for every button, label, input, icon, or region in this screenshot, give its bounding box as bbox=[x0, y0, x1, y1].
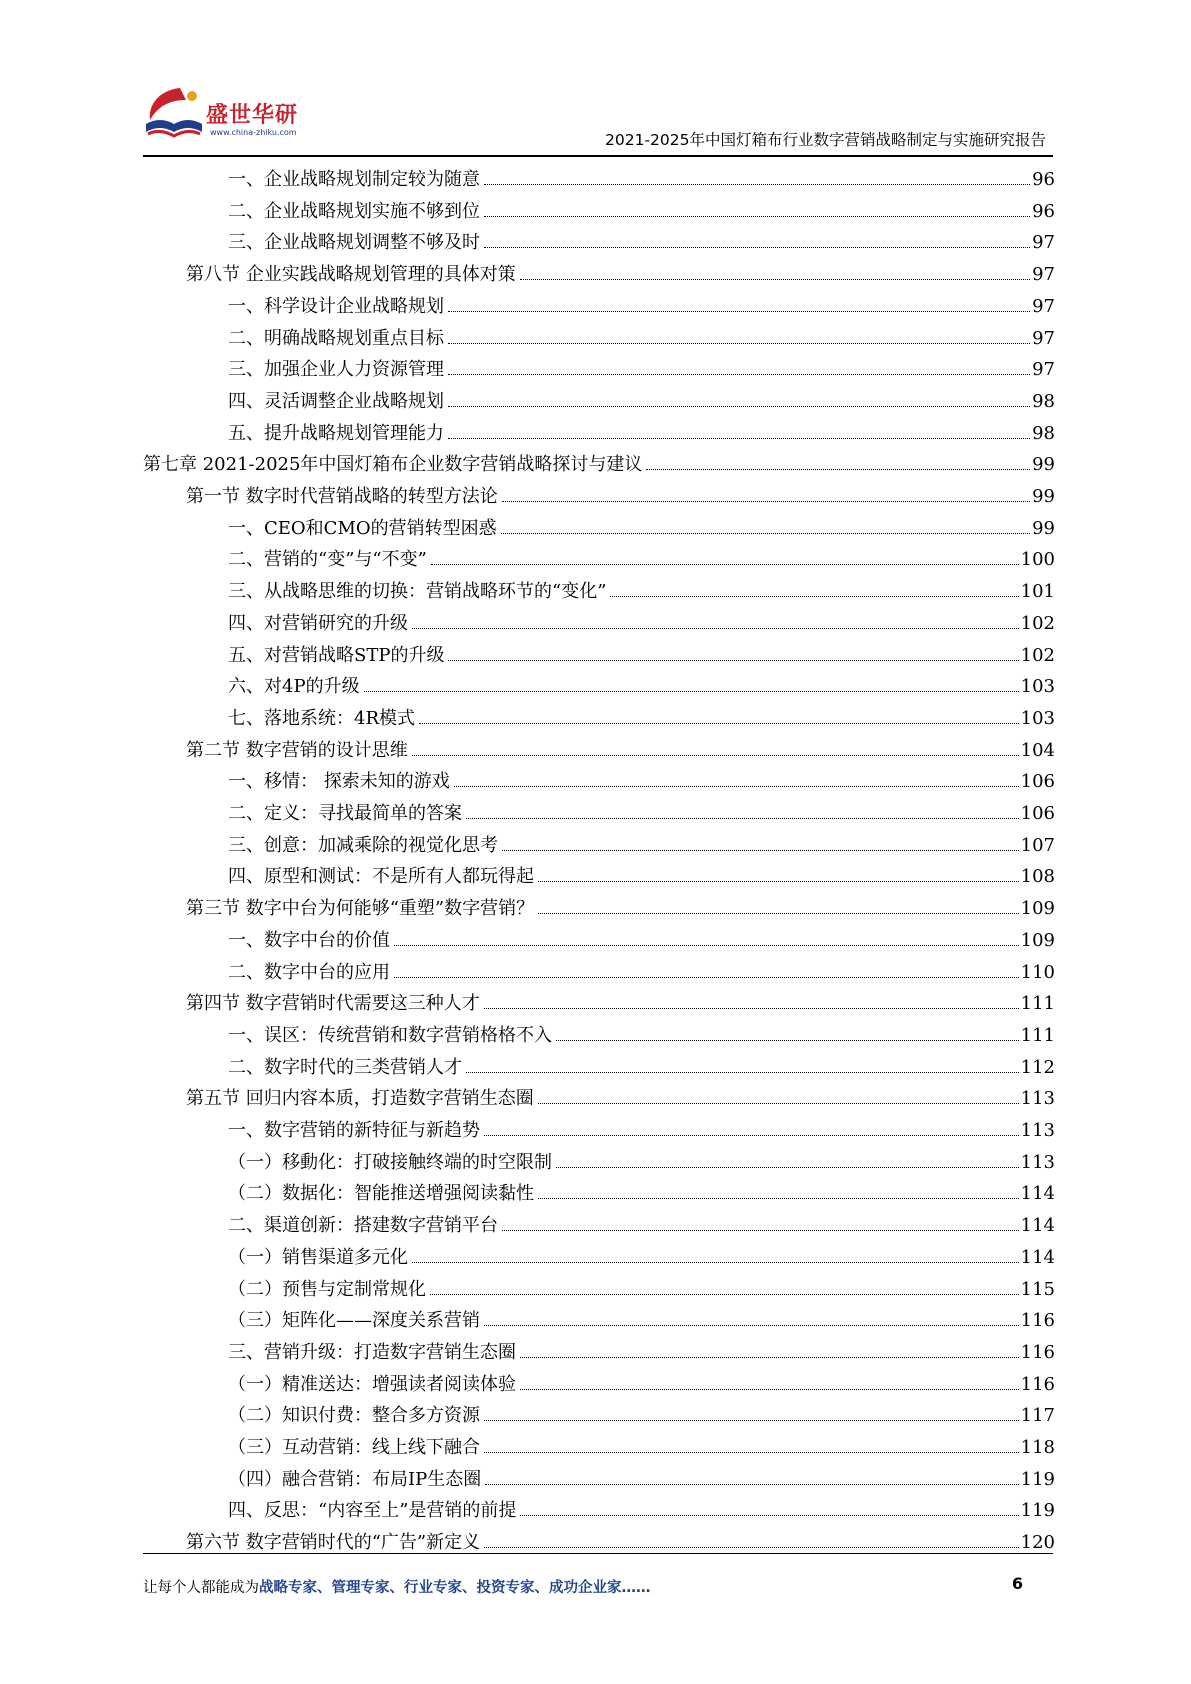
toc-entry[interactable] bbox=[228, 1048, 1055, 1079]
toc-entry-title: 一、科学设计企业战略规划 bbox=[228, 295, 444, 317]
toc-dot-leader bbox=[364, 691, 1019, 692]
logo-url: www.china-zhiku.com bbox=[210, 128, 297, 137]
toc-dot-leader bbox=[412, 755, 1019, 756]
toc-dot-leader bbox=[484, 216, 1030, 217]
toc-entry-page: 120 bbox=[1020, 1532, 1055, 1554]
header-divider bbox=[143, 155, 1053, 157]
toc-entry-page: 110 bbox=[1020, 961, 1055, 983]
toc-entry-title: 一、移情： 探索未知的游戏 bbox=[228, 771, 450, 793]
toc-entry-page: 114 bbox=[1020, 1215, 1055, 1237]
toc-entry[interactable] bbox=[228, 1460, 1055, 1491]
toc-entry[interactable] bbox=[186, 477, 1055, 508]
toc-dot-leader bbox=[448, 374, 1030, 375]
toc-dot-leader bbox=[484, 1135, 1019, 1136]
toc-entry-page: 97 bbox=[1032, 264, 1055, 286]
toc-dot-leader bbox=[448, 343, 1030, 344]
toc-entry[interactable] bbox=[228, 319, 1055, 350]
document-title: 2021-2025年中国灯箱布行业数字营销战略制定与实施研究报告 bbox=[605, 131, 1046, 149]
toc-entry-title: （二）预售与定制常规化 bbox=[228, 1278, 426, 1300]
logo-text: 盛世华研 bbox=[206, 103, 299, 128]
toc-entry[interactable] bbox=[228, 1206, 1055, 1237]
toc-dot-leader bbox=[412, 628, 1019, 629]
footer-slogan-highlight: 战略专家、管理专家、行业专家、投资专家、成功企业家…… bbox=[259, 1580, 651, 1596]
toc-entry-title: 二、数字中台的应用 bbox=[228, 961, 390, 983]
toc-entry-page: 97 bbox=[1032, 295, 1055, 317]
toc-entry-page: 109 bbox=[1020, 898, 1055, 920]
toc-dot-leader bbox=[520, 1389, 1019, 1390]
toc-entry[interactable] bbox=[228, 1174, 1055, 1205]
toc-entry-title: （三）互动营销：线上线下融合 bbox=[228, 1437, 480, 1458]
toc-entry-page: 107 bbox=[1020, 834, 1055, 856]
toc-entry-title: （四）融合营销：布局IP生态圈 bbox=[228, 1468, 482, 1490]
toc-dot-leader bbox=[484, 247, 1030, 248]
toc-entry-page: 116 bbox=[1020, 1341, 1055, 1363]
toc-dot-leader bbox=[538, 1103, 1019, 1104]
toc-entry[interactable] bbox=[228, 414, 1055, 445]
toc-entry[interactable] bbox=[228, 540, 1055, 571]
toc-entry-title: 四、灵活调整企业战略规划 bbox=[228, 390, 444, 412]
toc-entry-page: 116 bbox=[1020, 1310, 1055, 1332]
toc-entry[interactable] bbox=[228, 1396, 1055, 1427]
toc-entry[interactable] bbox=[228, 1491, 1055, 1522]
toc-entry-page: 96 bbox=[1032, 169, 1055, 190]
toc-entry[interactable] bbox=[228, 287, 1055, 318]
toc-entry-title: 六、对4P的升级 bbox=[228, 676, 360, 698]
toc-entry-title: （一）销售渠道多元化 bbox=[228, 1246, 408, 1268]
toc-entry-page: 111 bbox=[1020, 993, 1055, 1015]
toc-entry[interactable] bbox=[228, 1016, 1055, 1047]
toc-entry-title: 第六节 数字营销时代的“广告”新定义 bbox=[186, 1532, 481, 1554]
toc-dot-leader bbox=[538, 1198, 1019, 1199]
toc-entry[interactable] bbox=[143, 445, 1055, 476]
toc-entry-title: 一、数字营销的新特征与新趋势 bbox=[228, 1120, 480, 1141]
footer-divider bbox=[143, 1553, 1053, 1554]
toc-dot-leader bbox=[419, 723, 1019, 724]
toc-dot-leader bbox=[448, 438, 1030, 439]
toc-entry-page: 119 bbox=[1020, 1468, 1055, 1490]
toc-entry[interactable] bbox=[228, 1333, 1055, 1364]
toc-entry[interactable] bbox=[228, 604, 1055, 635]
toc-entry[interactable] bbox=[228, 1270, 1055, 1301]
company-logo bbox=[140, 84, 330, 146]
toc-entry-title: （二）数据化：智能推送增强阅读黏性 bbox=[228, 1183, 534, 1205]
toc-dot-leader bbox=[556, 1040, 1019, 1041]
toc-dot-leader bbox=[484, 1325, 1019, 1326]
toc-entry-page: 97 bbox=[1032, 359, 1055, 381]
toc-entry[interactable] bbox=[186, 889, 1055, 920]
toc-entry-title: 一、CEO和CMO的营销转型困惑 bbox=[228, 517, 497, 539]
toc-dot-leader bbox=[485, 1484, 1018, 1485]
toc-entry-title: 一、企业战略规划制定较为随意 bbox=[228, 169, 480, 190]
toc-entry[interactable] bbox=[228, 794, 1055, 825]
toc-entry-page: 99 bbox=[1032, 454, 1055, 476]
toc-entry-page: 104 bbox=[1020, 739, 1055, 761]
toc-entry-title: 第五节 回归内容本质，打造数字营销生态圈 bbox=[186, 1088, 534, 1110]
toc-entry-title: 二、渠道创新：搭建数字营销平台 bbox=[228, 1215, 498, 1237]
toc-entry-title: 二、定义：寻找最简单的答案 bbox=[228, 803, 462, 824]
toc-entry[interactable] bbox=[228, 1428, 1055, 1459]
toc-entry-title: 第七章 2021-2025年中国灯箱布企业数字营销战略探讨与建议 bbox=[143, 454, 643, 476]
toc-entry-page: 116 bbox=[1020, 1373, 1055, 1395]
toc-entry-page: 103 bbox=[1020, 707, 1055, 729]
toc-dot-leader bbox=[538, 881, 1019, 882]
toc-dot-leader bbox=[501, 533, 1030, 534]
toc-entry[interactable] bbox=[228, 160, 1055, 191]
toc-entry-page: 100 bbox=[1020, 549, 1055, 571]
toc-entry-title: 七、落地系统：4R模式 bbox=[228, 707, 416, 729]
toc-entry-page: 111 bbox=[1020, 1024, 1055, 1046]
page-number: 6 bbox=[1011, 1574, 1023, 1593]
toc-entry[interactable] bbox=[228, 1301, 1055, 1332]
toc-entry[interactable] bbox=[186, 731, 1055, 762]
footer-slogan bbox=[143, 1576, 651, 1597]
toc-entry-page: 97 bbox=[1032, 232, 1055, 254]
toc-dot-leader bbox=[484, 1008, 1019, 1009]
toc-entry-title: 二、营销的“变”与“不变” bbox=[228, 549, 427, 571]
toc-entry-page: 103 bbox=[1020, 676, 1055, 698]
footer-slogan-prefix: 让每个人都能成为 bbox=[143, 1580, 259, 1596]
toc-entry[interactable] bbox=[228, 572, 1055, 603]
toc-entry-page: 99 bbox=[1032, 486, 1055, 507]
toc-entry-page: 113 bbox=[1020, 1151, 1055, 1173]
toc-entry-title: 二、数字时代的三类营销人才 bbox=[228, 1056, 462, 1078]
toc-dot-leader bbox=[484, 1420, 1019, 1421]
page-header bbox=[0, 0, 1191, 160]
toc-dot-leader bbox=[454, 786, 1019, 787]
toc-entry-page: 119 bbox=[1020, 1500, 1055, 1522]
toc-dot-leader bbox=[538, 913, 1019, 914]
toc-entry-title: （二）知识付费：整合多方资源 bbox=[228, 1405, 480, 1427]
toc-entry-page: 101 bbox=[1020, 581, 1055, 603]
toc-entry-page: 115 bbox=[1020, 1278, 1055, 1300]
toc-entry-title: 三、营销升级：打造数字营销生态圈 bbox=[228, 1341, 516, 1363]
toc-entry-title: （一）移動化：打破接触终端的时空限制 bbox=[228, 1151, 552, 1173]
toc-entry[interactable] bbox=[228, 382, 1055, 413]
toc-entry-title: 三、企业战略规划调整不够及时 bbox=[228, 232, 480, 254]
toc-entry[interactable] bbox=[228, 1143, 1055, 1174]
toc-dot-leader bbox=[466, 1072, 1019, 1073]
toc-entry-title: 第八节 企业实践战略规划管理的具体对策 bbox=[186, 264, 516, 286]
toc-dot-leader bbox=[394, 977, 1019, 978]
toc-entry-page: 112 bbox=[1020, 1056, 1055, 1078]
toc-dot-leader bbox=[430, 1294, 1019, 1295]
toc-dot-leader bbox=[502, 850, 1019, 851]
toc-entry-page: 97 bbox=[1032, 327, 1055, 349]
toc-entry[interactable] bbox=[228, 223, 1055, 254]
toc-dot-leader bbox=[556, 1167, 1019, 1168]
toc-entry-title: 四、对营销研究的升级 bbox=[228, 612, 408, 634]
toc-entry-title: 三、创意：加减乘除的视觉化思考 bbox=[228, 834, 498, 856]
toc-dot-leader bbox=[466, 818, 1019, 819]
toc-entry[interactable] bbox=[228, 826, 1055, 857]
toc-entry-page: 114 bbox=[1020, 1183, 1055, 1205]
toc-entry-page: 108 bbox=[1020, 866, 1055, 888]
toc-entry[interactable] bbox=[228, 1111, 1055, 1142]
toc-entry-page: 117 bbox=[1020, 1405, 1055, 1427]
toc-dot-leader bbox=[610, 596, 1018, 597]
toc-entry[interactable] bbox=[228, 1365, 1055, 1396]
toc-entry-title: 五、提升战略规划管理能力 bbox=[228, 422, 444, 444]
toc-entry[interactable] bbox=[228, 762, 1055, 793]
toc-entry[interactable] bbox=[186, 1079, 1055, 1110]
toc-entry-page: 109 bbox=[1020, 929, 1055, 951]
toc-dot-leader bbox=[502, 501, 1030, 502]
toc-entry-page: 106 bbox=[1020, 771, 1055, 793]
toc-entry-title: 三、从战略思维的切换：营销战略环节的“变化” bbox=[228, 581, 607, 603]
toc-dot-leader bbox=[484, 1547, 1019, 1548]
toc-dot-leader bbox=[646, 469, 1030, 470]
toc-entry-page: 113 bbox=[1020, 1120, 1055, 1141]
toc-dot-leader bbox=[448, 311, 1030, 312]
toc-entry-title: 第四节 数字营销时代需要这三种人才 bbox=[186, 993, 480, 1015]
toc-entry-page: 113 bbox=[1020, 1088, 1055, 1110]
toc-entry-title: 一、数字中台的价值 bbox=[228, 929, 390, 951]
toc-entry[interactable] bbox=[228, 667, 1055, 698]
toc-entry-title: 二、明确战略规划重点目标 bbox=[228, 327, 444, 349]
toc-dot-leader bbox=[520, 1515, 1018, 1516]
toc-entry[interactable] bbox=[228, 953, 1055, 984]
toc-dot-leader bbox=[431, 564, 1019, 565]
toc-entry[interactable] bbox=[186, 255, 1055, 286]
toc-entry-title: 五、对营销战略STP的升级 bbox=[228, 644, 445, 666]
toc-entry-page: 98 bbox=[1032, 422, 1055, 444]
toc-dot-leader bbox=[520, 1357, 1019, 1358]
toc-entry-page: 114 bbox=[1020, 1246, 1055, 1268]
toc-entry-title: 第二节 数字营销的设计思维 bbox=[186, 739, 408, 761]
toc-entry-page: 96 bbox=[1032, 200, 1055, 222]
toc-dot-leader bbox=[484, 184, 1030, 185]
toc-dot-leader bbox=[484, 1452, 1019, 1453]
logo-book-icon bbox=[140, 84, 208, 146]
toc-dot-leader bbox=[520, 279, 1030, 280]
toc-entry[interactable] bbox=[228, 921, 1055, 952]
toc-entry-title: 四、原型和测试：不是所有人都玩得起 bbox=[228, 866, 534, 888]
toc-entry[interactable] bbox=[228, 699, 1055, 730]
toc-dot-leader bbox=[448, 406, 1030, 407]
toc-entry-title: 第三节 数字中台为何能够“重塑”数字营销？ bbox=[186, 898, 535, 920]
toc-entry[interactable] bbox=[228, 509, 1055, 540]
toc-entry-title: 第一节 数字时代营销战略的转型方法论 bbox=[186, 486, 498, 507]
toc-dot-leader bbox=[502, 1230, 1019, 1231]
toc-dot-leader bbox=[412, 1262, 1019, 1263]
toc-entry-title: （三）矩阵化——深度关系营销 bbox=[228, 1310, 480, 1332]
toc-entry-title: （一）精准送达：增强读者阅读体验 bbox=[228, 1373, 516, 1395]
toc-entry-title: 四、反思：“内容至上”是营销的前提 bbox=[228, 1500, 517, 1522]
toc-entry-page: 102 bbox=[1020, 644, 1055, 666]
toc-entry[interactable] bbox=[186, 1523, 1055, 1554]
toc-entry[interactable] bbox=[228, 1238, 1055, 1269]
toc-entry-title: 一、误区：传统营销和数字营销格格不入 bbox=[228, 1024, 552, 1046]
toc-entry-page: 106 bbox=[1020, 803, 1055, 824]
toc-entry[interactable] bbox=[228, 857, 1055, 888]
toc-entry-page: 98 bbox=[1032, 390, 1055, 412]
toc-entry[interactable] bbox=[228, 192, 1055, 223]
toc-entry-page: 99 bbox=[1032, 517, 1055, 539]
toc-entry-page: 102 bbox=[1020, 612, 1055, 634]
toc-entry[interactable] bbox=[186, 984, 1055, 1015]
toc-entry[interactable] bbox=[228, 350, 1055, 381]
toc-entry-title: 二、企业战略规划实施不够到位 bbox=[228, 200, 480, 222]
toc-dot-leader bbox=[394, 945, 1019, 946]
toc-dot-leader bbox=[448, 660, 1018, 661]
toc-entry[interactable] bbox=[228, 636, 1055, 667]
toc-entry-title: 三、加强企业人力资源管理 bbox=[228, 359, 444, 381]
toc-entry-page: 118 bbox=[1020, 1437, 1055, 1458]
